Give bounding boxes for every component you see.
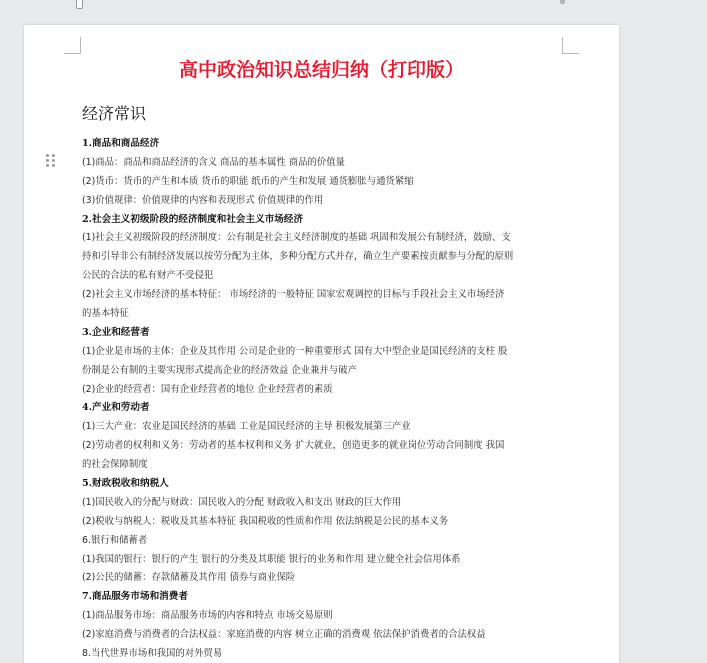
body-line: (1)我国的银行：银行的产生 银行的分类及其职能 银行的业务和作用 建立健全社会信用体系 xyxy=(82,553,461,565)
outline-heading: 4.产业和劳动者 xyxy=(82,402,150,414)
body-line: 的社会保障制度 xyxy=(82,459,148,471)
ruler-margin-handle[interactable] xyxy=(560,0,565,4)
body-line: (1)国民收入的分配与财政：国民收入的分配 财政收入和支出 财政的巨大作用 xyxy=(82,496,402,508)
body-line: 份制是公有制的主要实现形式提高企业的经济效益 企业兼并与破产 xyxy=(82,364,357,376)
body-line: (2)家庭消费与消费者的合法权益：家庭消费的内容 树立正确的消费观 依法保护消费者的合法权益 xyxy=(82,629,486,641)
body-line: 公民的合法的私有财产不受侵犯 xyxy=(82,270,214,282)
outline-heading: 5.财政税收和纳税人 xyxy=(82,478,169,490)
body-line: (1)社会主义初级阶段的经济制度：公有制是社会主义经济制度的基础 巩固和发展公有制经济，鼓励、支 xyxy=(82,232,511,244)
document-body xyxy=(82,135,566,663)
body-line: 的基本特征 xyxy=(82,308,129,320)
page-margin-corner-top-left xyxy=(64,37,81,54)
body-line: (1)企业是市场的主体：企业及其作用 公司是企业的一种重要形式 国有大中型企业是国民经济的支柱 股 xyxy=(82,345,508,357)
body-line: (2)货币：货币的产生和本质 货币的职能 纸币的产生和发展 通货膨胀与通货紧缩 xyxy=(82,175,414,187)
body-line: 6.银行和储蓄者 xyxy=(82,534,148,546)
body-line: (3)价值规律：价值规律的内容和表现形式 价值规律的作用 xyxy=(82,194,324,206)
six-dot-grip-icon[interactable] xyxy=(46,154,55,168)
outline-heading: 2.社会主义初级阶段的经济制度和社会主义市场经济 xyxy=(82,213,304,225)
body-line: 8.当代世界市场和我国的对外贸易 xyxy=(82,648,223,660)
page-margin-corner-top-right xyxy=(562,37,579,54)
ruler-indent-handle[interactable] xyxy=(76,0,83,9)
document-title: 高中政治知识总结归纳（打印版） xyxy=(178,59,464,81)
body-line: (2)企业的经营者：国有企业经营者的地位 企业经营者的素质 xyxy=(82,383,333,395)
body-line: (1)三大产业：农业是国民经济的基础 工业是国民经济的主导 积极发展第三产业 xyxy=(82,421,411,433)
body-line: (1)商品服务市场：商品服务市场的内容和特点 市场交易原则 xyxy=(82,610,333,622)
body-line: (2)公民的储蓄：存款储蓄及其作用 债券与商业保险 xyxy=(82,572,296,584)
outline-heading: 7.商品服务市场和消费者 xyxy=(82,591,188,603)
body-line: (2)税收与纳税人：税收及其基本特征 我国税收的性质和作用 依法纳税是公民的基本义务 xyxy=(82,515,449,527)
body-line: 持和引导非公有制经济发展以按劳分配为主体，多种分配方式并存，确立生产要素按贡献参与分配的原则 xyxy=(82,251,514,263)
outline-heading: 3.企业和经营者 xyxy=(82,326,150,338)
outline-heading: 1.商品和商品经济 xyxy=(82,138,160,149)
section-heading: 经济常识 xyxy=(82,104,147,123)
body-line: (2)劳动者的权利和义务：劳动者的基本权利和义务 扩大就业，创造更多的就业岗位劳动合同制度 我国 xyxy=(82,440,505,452)
body-line: (1)商品：商品和商品经济的含义 商品的基本属性 商品的价值量 xyxy=(82,156,345,168)
body-line: (2)社会主义市场经济的基本特征： 市场经济的一般特征 国家宏观调控的目标与手段社会主义市场经济 xyxy=(82,289,505,301)
